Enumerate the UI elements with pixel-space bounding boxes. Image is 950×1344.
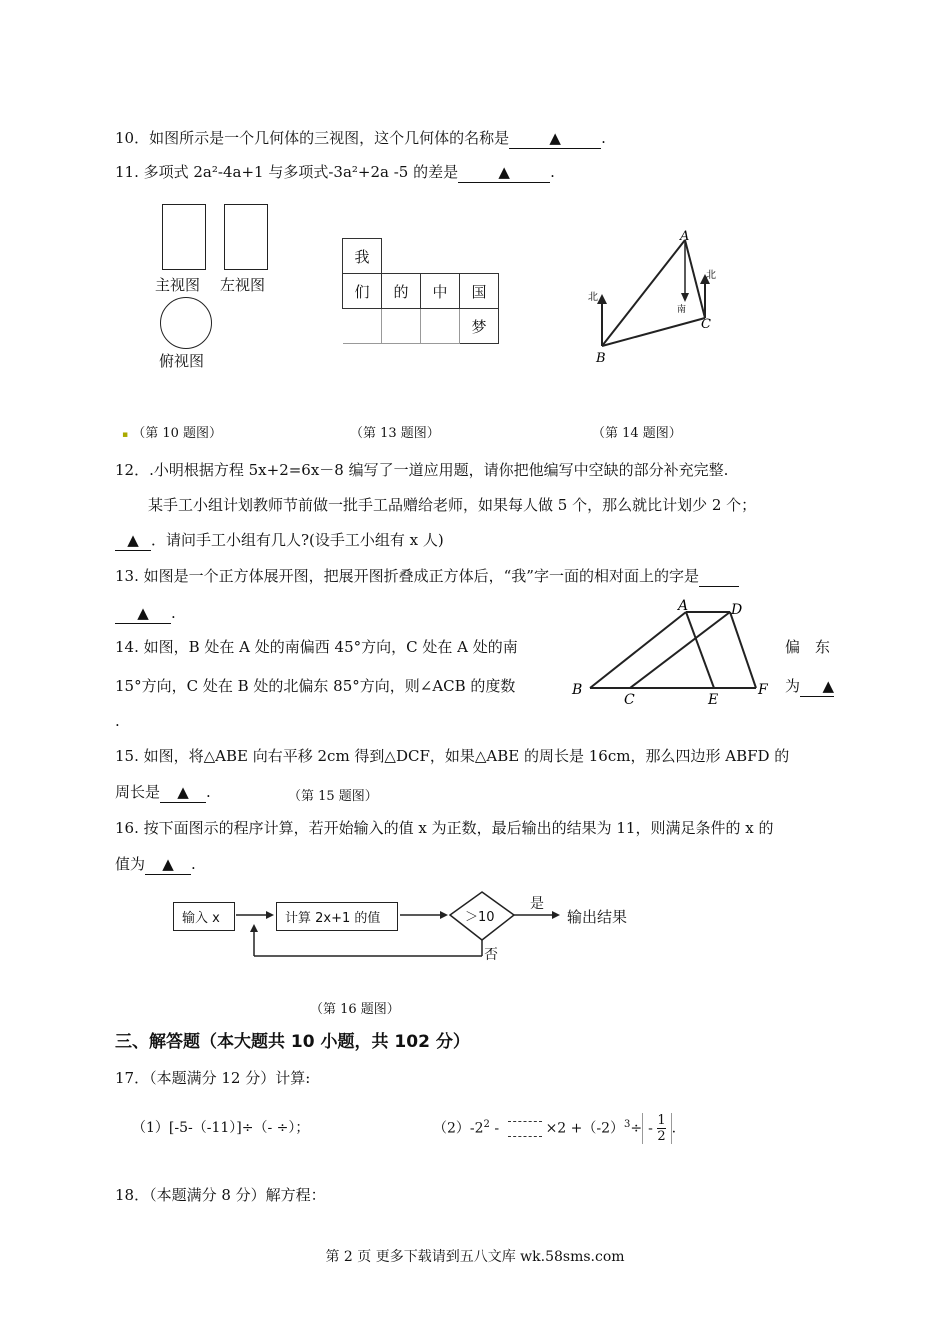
q17-fraction (657, 1113, 665, 1144)
q17-p2c: ×2 +（-2） (545, 1120, 625, 1137)
net-cell-de: 的 (382, 274, 421, 309)
q17-paren-group (642, 1113, 671, 1144)
south-arrow-a-head (681, 293, 689, 302)
q15-blank: ▲ (160, 782, 206, 803)
label-a15: A (678, 598, 689, 614)
fig15-diagram (568, 598, 778, 708)
section3-title: 三、解答题（本大题共 10 小题，共 102 分） (115, 1032, 470, 1052)
label-south: 南 (677, 305, 687, 315)
arrow-head (552, 911, 560, 919)
q18-title: 18．（本题满分 8 分）解方程： (115, 1186, 326, 1204)
q17-p2end: . (671, 1120, 677, 1137)
front-view-label: 主视图 (155, 276, 201, 294)
label-b: B (596, 351, 606, 366)
q16-prefix: 值为 (115, 855, 146, 873)
output-label: 输出结果 (567, 908, 628, 926)
label-d15: D (731, 602, 743, 618)
q10-end: . (601, 129, 606, 147)
q12-line1: 12．.小明根据方程 5x+2=6x－8 编写了一道应用题，请你把他编写中空缺的部分补充完整. (115, 461, 729, 479)
arrow-head (266, 911, 274, 919)
q11-text: 11. 多项式 2a²-4a+1 与多项式-3a²+2a -5 的差是 (115, 163, 459, 181)
fig14-diagram (580, 228, 720, 368)
q16-blank: ▲ (145, 854, 191, 875)
line-ab (590, 612, 686, 688)
q13-line2 (115, 603, 176, 624)
net-empty (460, 239, 499, 274)
q13-end: . (171, 604, 176, 622)
q15-end: . (206, 783, 211, 801)
q17-title: 17．（本题满分 12 分）计算: (115, 1069, 311, 1087)
dot-mark: ▪ (122, 430, 129, 440)
net-cell-wo: 我 (343, 239, 382, 274)
q15-line1: 15. 如图，将△ABE 向右平移 2cm 得到△DCF，如果△ABE 的周长是 16cm，那么四边形 ABFD 的 (115, 747, 790, 765)
q10-line (115, 128, 606, 149)
line-bc (602, 318, 705, 346)
q12-blank: ▲ (115, 530, 151, 551)
top-view-label: 俯视图 (159, 352, 205, 370)
q17-part2 (433, 1110, 676, 1144)
frac-den: 2 (657, 1129, 666, 1145)
yes-label: 是 (530, 896, 544, 912)
q17-garbled-fraction (508, 1121, 542, 1137)
frac-num: 1 (657, 1113, 666, 1129)
q12-line3-text: ．请问手工小组有几人?(设手工小组有 x 人) (151, 531, 444, 549)
line-ac (685, 240, 705, 318)
q14-wei: 为 (785, 677, 801, 695)
fig13-caption: （第 13 题图） (350, 426, 440, 441)
label-north-b: 北 (588, 292, 598, 303)
net-empty (382, 309, 421, 344)
page-footer: 第 2 页 更多下载请到五八文库 wk.58sms.com (325, 1249, 625, 1265)
q12-line2: 某手工小组计划教师节前做一批手工品赠给老师，如果每人做 5 个，那么就比计划少 2 个； (148, 496, 757, 514)
q10-blank: ▲ (509, 128, 601, 149)
q14-line1: 14. 如图，B 处在 A 处的南偏西 45°方向，C 处在 A 处的南 (115, 638, 518, 656)
q11-end: . (550, 163, 555, 181)
arrow-head (440, 911, 448, 919)
q14-line1-right: 偏 东 (785, 638, 831, 656)
q13-line1 (115, 566, 739, 587)
fig14-caption: （第 14 题图） (592, 426, 682, 441)
net-empty (382, 239, 421, 274)
cube-net (342, 238, 499, 344)
label-b15: B (572, 682, 583, 698)
fig15-caption: （第 15 题图） (288, 789, 378, 804)
condition-label: ＞10 (465, 910, 495, 925)
q16-line1: 16. 按下面图示的程序计算，若开始输入的值 x 为正数，最后输出的结果为 11，则满足条件的 x 的 (115, 819, 774, 837)
q14-blank: ▲ (800, 676, 834, 697)
q14-line2-right (785, 676, 834, 697)
label-c15: C (624, 692, 635, 708)
q17-p2b: - (489, 1120, 504, 1137)
arrow-head (250, 924, 258, 932)
line-dc (630, 612, 730, 688)
q11-line (115, 162, 555, 183)
q13-text: 13. 如图是一个正方体展开图，把展开图折叠成正方体后，“我”字一面的相对面上的字是 (115, 567, 699, 585)
label-north-c: 北 (706, 270, 716, 281)
label-a: A (680, 229, 690, 244)
flowchart-lines (170, 890, 650, 970)
net-empty (421, 309, 460, 344)
front-view-rect (162, 204, 206, 270)
compute-box: 计算 2x+1 的值 (276, 902, 398, 931)
q17-p2d: ÷ (630, 1120, 643, 1137)
q13-blank-a (699, 566, 739, 587)
q17-part1: （1）[-5-（-11）]÷（- ÷）； (132, 1120, 310, 1136)
q10-text: 10．如图所示是一个几何体的三视图，这个几何体的名称是 (115, 129, 510, 147)
q13-blank: ▲ (115, 603, 171, 624)
fig10-caption (122, 422, 222, 441)
line-ae (686, 612, 714, 688)
input-box: 输入 x (173, 902, 235, 931)
q14-line2: 15°方向，C 处在 B 处的北偏东 85°方向，则∠ACB 的度数 (115, 677, 516, 695)
line-ba (602, 240, 685, 346)
q11-blank: ▲ (458, 162, 550, 183)
left-view-label: 左视图 (220, 276, 266, 294)
net-cell-guo: 国 (460, 274, 499, 309)
net-empty (421, 239, 460, 274)
net-cell-zhong: 中 (421, 274, 460, 309)
q15-line2 (115, 782, 211, 803)
q17-p2exp: 2 (483, 1119, 490, 1130)
q14-line3: . (115, 712, 120, 730)
label-e15: E (708, 692, 719, 708)
q17-p2a: （2）-2 (433, 1120, 484, 1137)
net-empty (343, 309, 382, 344)
q16-line2 (115, 854, 196, 875)
top-view-circle (160, 297, 212, 349)
label-f15: F (758, 682, 768, 698)
line-df (730, 612, 756, 688)
left-view-rect (224, 204, 268, 270)
net-cell-men: 们 (343, 274, 382, 309)
label-c: C (701, 317, 711, 332)
q12-line3 (115, 530, 444, 551)
q17-neg: - (648, 1120, 653, 1137)
net-cell-meng: 梦 (460, 309, 499, 344)
q17-p2exp2: 3 (624, 1119, 631, 1130)
north-arrow-b-head (597, 294, 607, 304)
no-label: 否 (484, 947, 498, 963)
fig10-caption-text: （第 10 题图） (132, 426, 223, 441)
fig16-caption: （第 16 题图） (310, 1002, 400, 1017)
q15-prefix: 周长是 (115, 783, 161, 801)
q16-end: . (191, 855, 196, 873)
